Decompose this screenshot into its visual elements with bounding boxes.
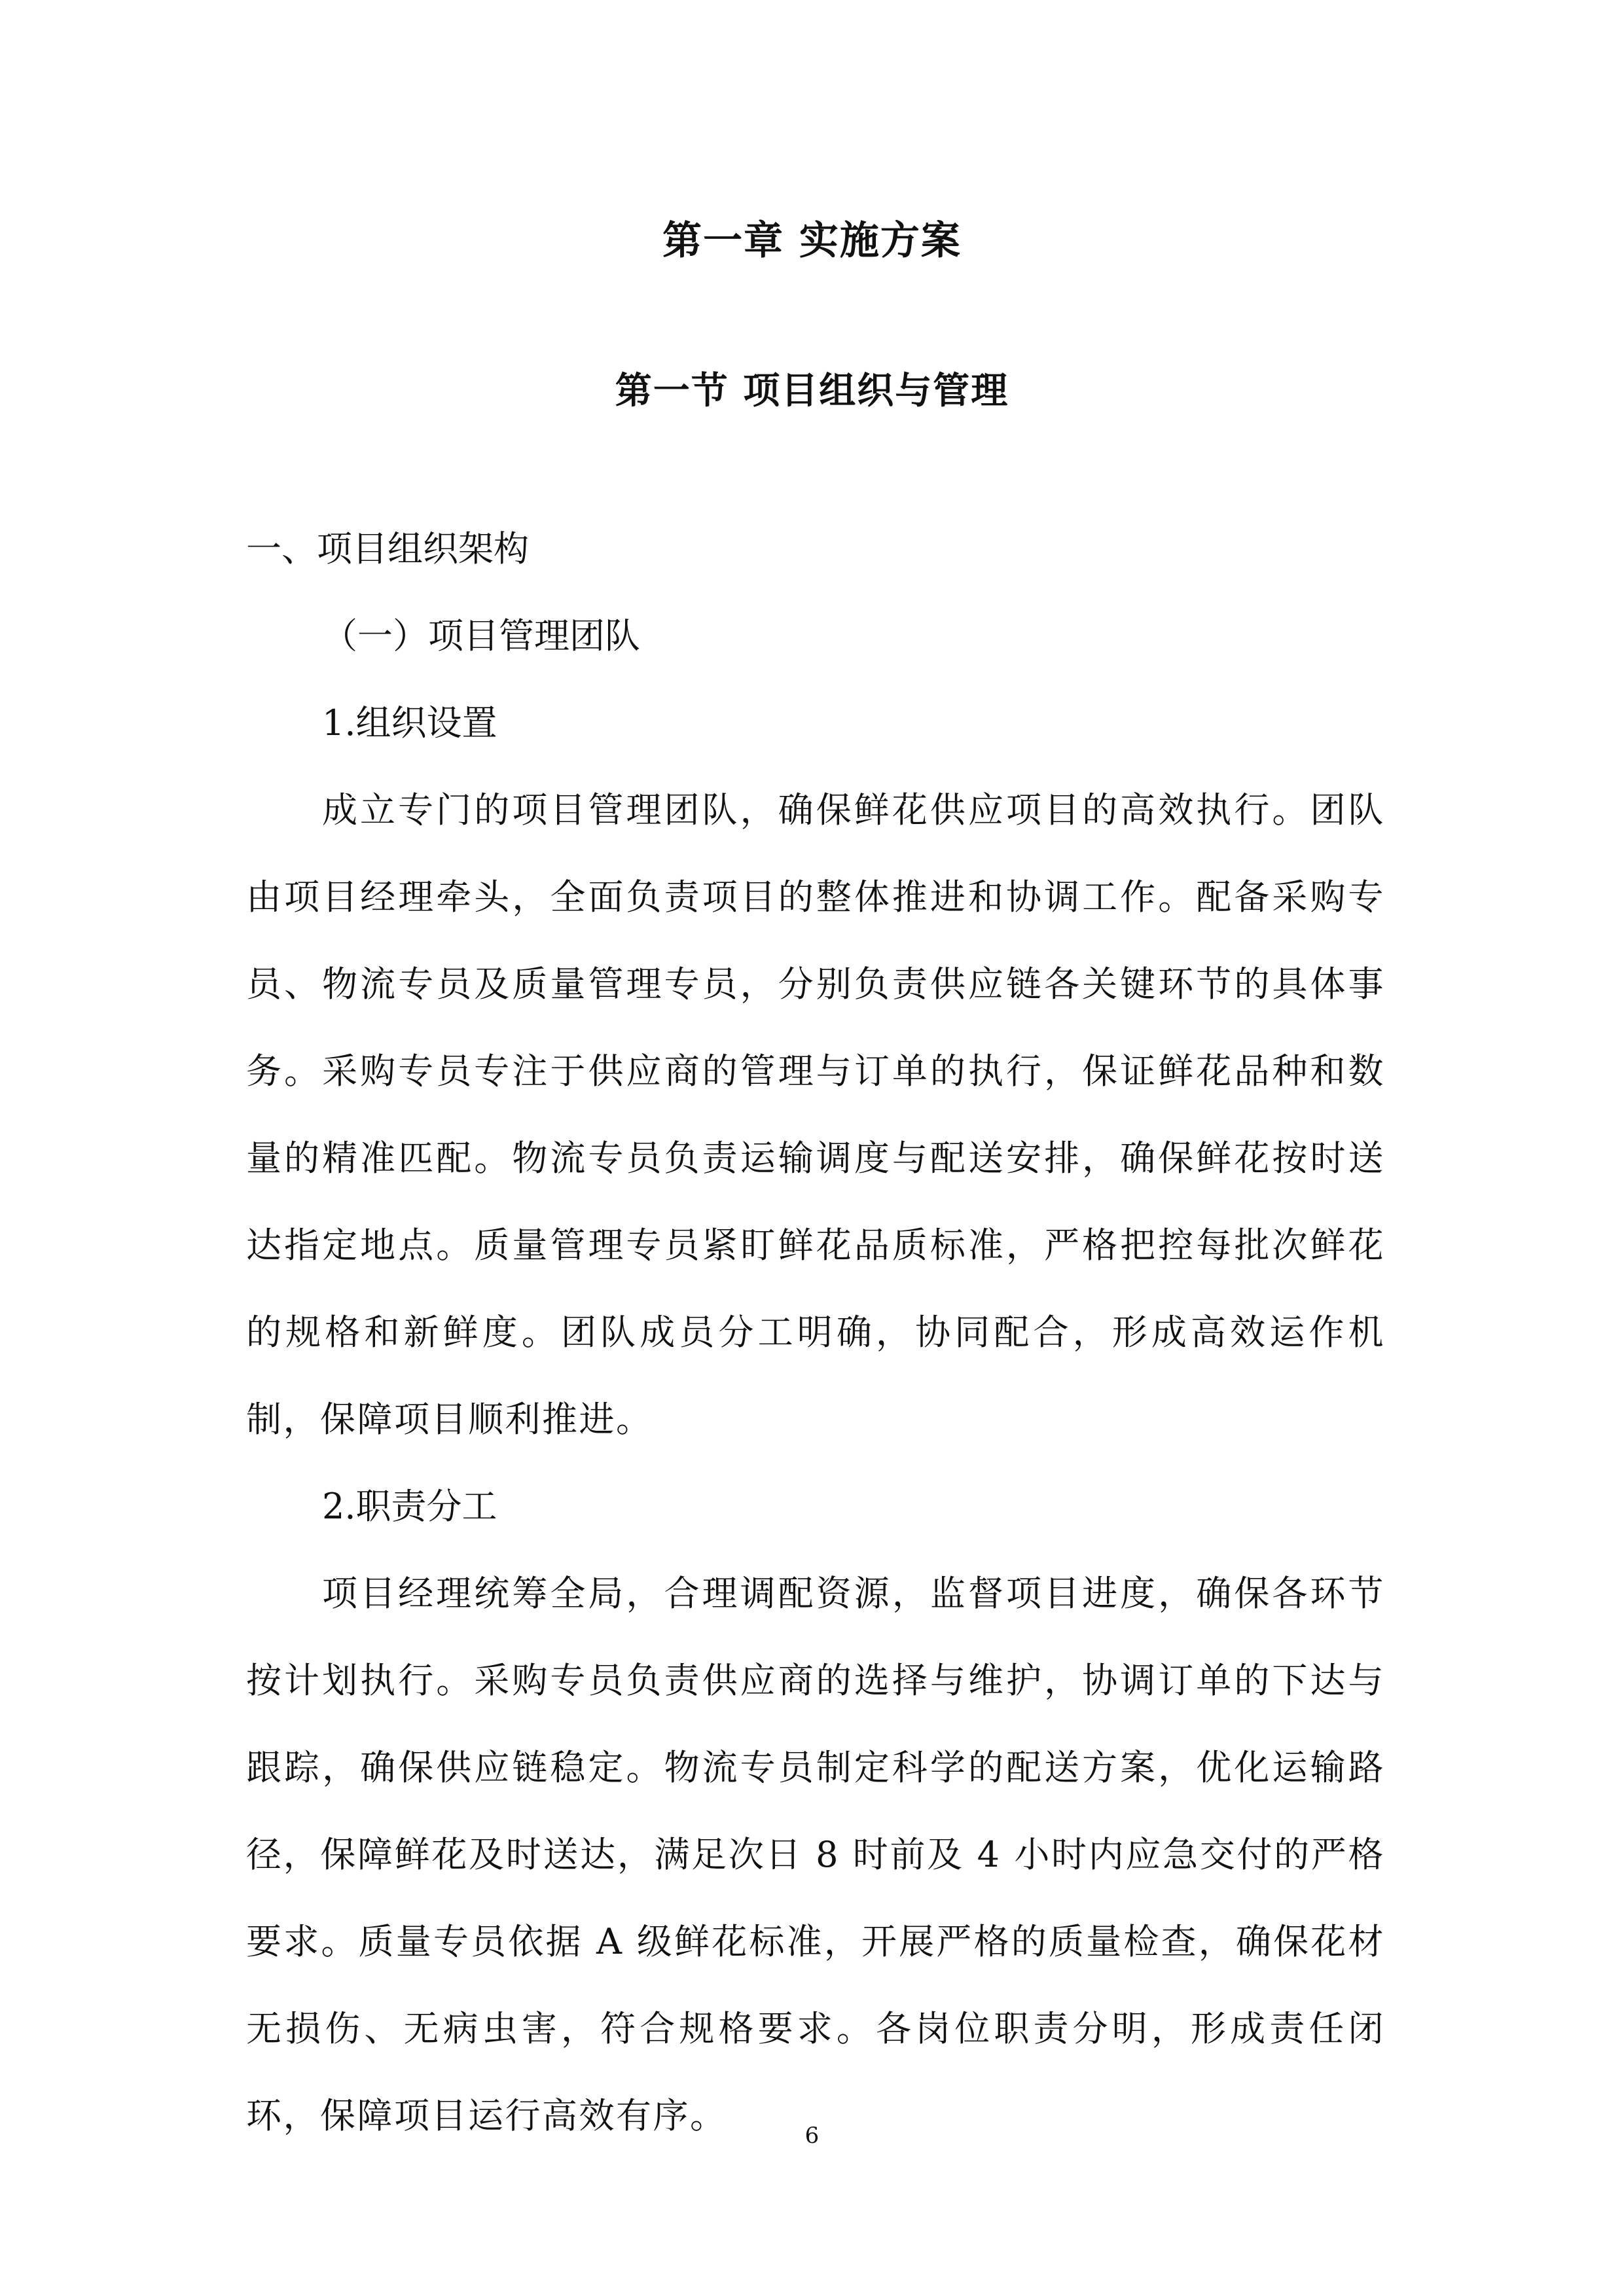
subsection-heading-responsibilities: 2.职责分工	[322, 1486, 497, 1527]
page-number: 6	[804, 2123, 820, 2149]
paragraph-organization: 成立专门的项目管理团队，确保鲜花供应项目的高效执行。团队由项目经理牵头，全面负责项目的整体推进和协调工作。配备采购专员、物流专员及质量管理专员，分别负责供应链各关键环节的具体事务。采购专员专注于供应商的管理与订单的执行，保证鲜花品种和数量的精准匹配。物流专员负责运输调度与配送安排，确保鲜花按时送达指定地点。质量管理专员紧盯鲜花品质标准，严格把控每批次鲜花的规格和新鲜度。团队成员分工明确，协同配合，形成高效运作机制，保障项目顺利推进。	[246, 789, 1385, 1440]
document-body	[246, 505, 1385, 2159]
chapter-title: 第一章 实施方案	[662, 218, 962, 264]
paragraph-responsibilities: 项目经理统筹全局，合理调配资源，监督项目进度，确保各环节按计划执行。采购专员负责供应商的选择与维护，协调订单的下达与跟踪，确保供应链稳定。物流专员制定科学的配送方案，优化运输路径，保障鲜花及时送达，满足次日 8 时前及 4 小时内应急交付的严格要求。质量专员依据 A 级鲜花标准，开展严格的质量检查，确保花材无损伤、无病虫害，符合规格要求。各岗位职责分明，形成责任闭环，保障项目运行高效有序。	[246, 1573, 1385, 2136]
subsection-heading-organization: 1.组织设置	[322, 702, 497, 744]
heading-level2: （一）项目管理团队	[322, 615, 640, 656]
heading-level1: 一、项目组织架构	[246, 528, 529, 569]
section-title: 第一节 项目组织与管理	[615, 370, 1009, 412]
